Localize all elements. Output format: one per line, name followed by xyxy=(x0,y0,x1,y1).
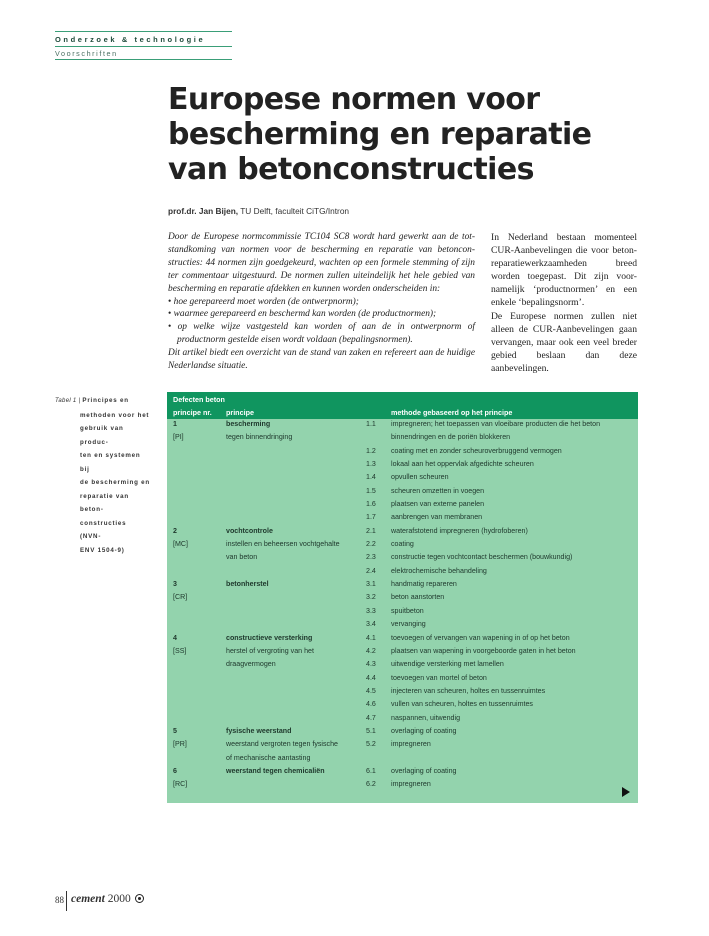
bullet-item: • hoe gerepareerd moet worden (de ontwerpnorm); xyxy=(168,296,475,309)
method-description: elektrochemische behandeling xyxy=(391,566,487,575)
principle-number: [PI] xyxy=(173,433,184,442)
principle-name: tegen binnendringing xyxy=(226,433,293,442)
method-number: 4.2 xyxy=(366,646,376,655)
body-paragraph: In Nederland bestaan momenteel CUR-Aanbevelingen die voor beton-reparatiewerkzaamheden breed worden toegepast. Dit zijn voor-namelijk ‘productnormen’ en een enkele ‘bepalingsnorm’. xyxy=(491,232,637,309)
table-row xyxy=(167,713,638,726)
title-line: van betonconstructies xyxy=(168,152,534,187)
principle-number: [MC] xyxy=(173,540,188,549)
column-header-methode: methode gebaseerd op het principe xyxy=(391,408,513,417)
principle-name: weerstand tegen chemicaliën xyxy=(226,766,325,775)
table-body xyxy=(167,419,638,793)
method-number: 3.1 xyxy=(366,580,376,589)
method-description: waterafstotend impregneren (hydrofoberen) xyxy=(391,526,528,535)
table-row xyxy=(167,539,638,552)
principle-number: 6 xyxy=(173,766,177,775)
table-row xyxy=(167,592,638,605)
principle-name: weerstand vergroten tegen fysische xyxy=(226,740,338,749)
method-number: 4.5 xyxy=(366,686,376,695)
article-title xyxy=(168,82,638,187)
method-description: spuitbeton xyxy=(391,606,424,615)
caption-line: ENV 1504-9) xyxy=(80,546,125,554)
column-header-principe: principe xyxy=(226,408,254,417)
principle-name: betonherstel xyxy=(226,580,269,589)
table-row xyxy=(167,739,638,752)
method-number: 6.2 xyxy=(366,780,376,789)
method-description: vullen van scheuren, holtes en tussenruimtes xyxy=(391,700,533,709)
method-number: 4.3 xyxy=(366,660,376,669)
principle-name: van beton xyxy=(226,553,258,562)
arrow-right-icon xyxy=(622,787,630,797)
table-row xyxy=(167,606,638,619)
principle-name: herstel of vergroting van het xyxy=(226,646,314,655)
column-header-nr: principe nr. xyxy=(173,408,212,417)
method-description: coating met en zonder scheuroverbruggend vermogen xyxy=(391,446,562,455)
principle-number: 4 xyxy=(173,633,177,642)
caption-line: gebruik van produc- xyxy=(80,425,124,446)
intro-closing: Dit artikel biedt een overzicht van de stand van zaken en refereert aan de huidige Nederlandse situatie. xyxy=(168,348,475,372)
method-number: 3.4 xyxy=(366,620,376,629)
table-title: Defecten beton xyxy=(173,395,225,404)
table-row xyxy=(167,552,638,565)
table-row xyxy=(167,446,638,459)
intro-text xyxy=(168,231,475,373)
method-description: plaatsen van externe panelen xyxy=(391,500,485,509)
table-row xyxy=(167,619,638,632)
table-row xyxy=(167,512,638,525)
method-description: opvullen scheuren xyxy=(391,473,449,482)
table-row xyxy=(167,419,638,432)
method-number: 2.2 xyxy=(366,540,376,549)
principle-name: bescherming xyxy=(226,420,271,428)
table-row xyxy=(167,779,638,792)
method-description: injecteren van scheuren, holtes en tussenruimtes xyxy=(391,686,546,695)
method-number: 1.1 xyxy=(366,420,376,428)
footer-divider xyxy=(66,891,67,911)
table-row xyxy=(167,726,638,739)
method-number: 3.2 xyxy=(366,593,376,602)
principle-number: [CR] xyxy=(173,593,188,602)
method-description: uitwendige versterking met lamellen xyxy=(391,660,504,669)
table-row xyxy=(167,459,638,472)
table-row xyxy=(167,646,638,659)
magazine-title: cement xyxy=(71,893,105,905)
principle-number: 3 xyxy=(173,580,177,589)
method-number: 1.4 xyxy=(366,473,376,482)
page-number: 88 xyxy=(55,895,64,905)
method-description: overlaging of coating xyxy=(391,726,457,735)
author-affiliation: TU Delft, faculteit CiTG/Intron xyxy=(240,206,350,216)
method-number: 1.2 xyxy=(366,446,376,455)
principle-name: fysische weerstand xyxy=(226,726,292,735)
table-row xyxy=(167,432,638,445)
principle-name: draagvermogen xyxy=(226,660,276,669)
table-caption xyxy=(55,394,150,557)
principle-number: 5 xyxy=(173,726,177,735)
method-number: 4.1 xyxy=(366,633,376,642)
method-number: 1.3 xyxy=(366,460,376,469)
table-row xyxy=(167,659,638,672)
principle-name: of mechanische aantasting xyxy=(226,753,311,762)
title-line: bescherming en reparatie xyxy=(168,117,592,152)
method-description: beton aanstorten xyxy=(391,593,445,602)
magazine-year: 2000 xyxy=(107,893,131,905)
table-row xyxy=(167,699,638,712)
method-description: impregneren xyxy=(391,740,431,749)
magazine-name xyxy=(71,893,144,905)
method-description: toevoegen van mortel of beton xyxy=(391,673,487,682)
method-number: 2.4 xyxy=(366,566,376,575)
intro-bullets xyxy=(168,296,475,348)
bullet-item: • op welke wijze vastgesteld kan worden of aan de in ontwerpnorm of productnorm gestelde eisen wordt voldaan (bepalingsnormen). xyxy=(168,321,475,347)
method-description: vervanging xyxy=(391,620,426,629)
method-description: toevoegen of vervangen van wapening in of op het beton xyxy=(391,633,570,642)
caption-line: ten en systemen bij xyxy=(80,452,141,473)
caption-line: methoden voor het xyxy=(80,411,150,419)
method-description: constructie tegen vochtcontact beschermen (bouwkundig) xyxy=(391,553,573,562)
caption-line: reparatie van beton- xyxy=(80,492,129,513)
principle-number: 2 xyxy=(173,526,177,535)
method-number: 5.2 xyxy=(366,740,376,749)
method-number: 1.7 xyxy=(366,513,376,522)
method-description: scheuren omzetten in voegen xyxy=(391,486,485,495)
method-number: 4.4 xyxy=(366,673,376,682)
method-description: impregneren xyxy=(391,780,431,789)
table-row xyxy=(167,486,638,499)
table-row xyxy=(167,673,638,686)
method-description: naspannen, uitwendig xyxy=(391,713,461,722)
body-column xyxy=(491,231,637,375)
caption-line: Principes en xyxy=(82,397,129,404)
caption-label: Tabel 1 | xyxy=(55,398,81,404)
method-number: 5.1 xyxy=(366,726,376,735)
principle-number: [RC] xyxy=(173,780,188,789)
cement-logo-icon xyxy=(135,894,144,903)
caption-line: de bescherming en xyxy=(80,479,150,486)
table-row xyxy=(167,566,638,579)
bullet-item: • waarmee gerepareerd en beschermd kan worden (de productnormen); xyxy=(168,308,475,321)
method-description: binnendringen en de poriën blokkeren xyxy=(391,433,511,442)
section-header xyxy=(55,31,232,60)
principle-name: instellen en beheersen vochtgehalte xyxy=(226,540,340,549)
method-description: overlaging of coating xyxy=(391,766,457,775)
method-number: 2.3 xyxy=(366,553,376,562)
method-number: 6.1 xyxy=(366,766,376,775)
principle-name: constructieve versterking xyxy=(226,633,313,642)
table-row xyxy=(167,633,638,646)
method-number: 1.6 xyxy=(366,500,376,509)
byline xyxy=(168,206,349,216)
title-line: Europese normen voor xyxy=(168,82,540,117)
table-row xyxy=(167,753,638,766)
principle-name: vochtcontrole xyxy=(226,526,273,535)
method-description: lokaal aan het oppervlak afgedichte scheuren xyxy=(391,460,534,469)
principle-number: [PR] xyxy=(173,740,187,749)
section-subcategory: Voorschriften xyxy=(55,49,118,58)
section-category: Onderzoek & technologie xyxy=(55,35,206,44)
table-row xyxy=(167,499,638,512)
table-row xyxy=(167,579,638,592)
method-number: 4.7 xyxy=(366,713,376,722)
principle-number: [SS] xyxy=(173,646,187,655)
method-description: plaatsen van wapening in voorgeboorde gaten in het beton xyxy=(391,646,576,655)
section-rule xyxy=(55,59,232,60)
method-description: impregneren; het toepassen van vloeibare producten die het beton xyxy=(391,420,601,428)
method-number: 4.6 xyxy=(366,700,376,709)
method-description: aanbrengen van membranen xyxy=(391,513,483,522)
principle-number: 1 xyxy=(173,420,177,428)
author-name: prof.dr. Jan Bijen, xyxy=(168,206,239,216)
method-number: 1.5 xyxy=(366,486,376,495)
caption-line: constructies (NVN- xyxy=(80,519,127,540)
method-number: 3.3 xyxy=(366,606,376,615)
method-description: coating xyxy=(391,540,414,549)
intro-lead: Door de Europese normcommissie TC104 SC8 wordt hard gewerkt aan de tot-standkoming van normen voor de bescherming en reparatie van betoncon-structies: 44 normen zijn goedgekeurd, wachten op een formele stemming of zijn ter commentaar uitgestuurd. De normen zullen uiteindelijk het hele gebied van bescherming en reparatie afdekken en kunnen worden onderscheiden in: xyxy=(168,232,475,294)
body-paragraph: De Europese normen zullen niet alleen de CUR-Aanbevelingen gaan vervangen, maar ook een veel breder gebied beslaan dan deze aanbevelingen. xyxy=(491,310,637,374)
table-row xyxy=(167,472,638,485)
table-row xyxy=(167,526,638,539)
principles-table xyxy=(167,392,638,803)
table-row xyxy=(167,766,638,779)
table-header xyxy=(167,392,638,419)
table-row xyxy=(167,686,638,699)
method-description: handmatig repareren xyxy=(391,580,457,589)
method-number: 2.1 xyxy=(366,526,376,535)
